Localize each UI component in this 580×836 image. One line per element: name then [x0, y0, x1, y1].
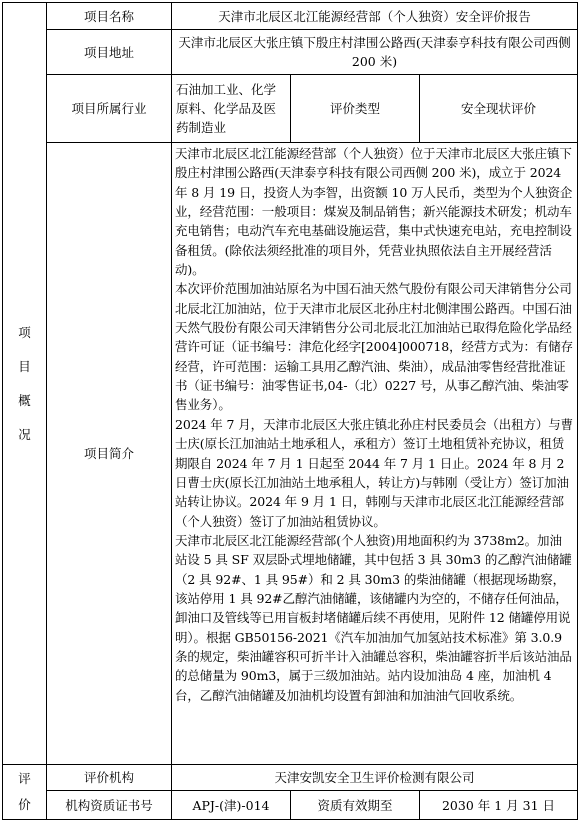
project-name-value: 天津市北辰区北江能源经营部（个人独资）安全评价报告: [172, 3, 578, 30]
row-industry: [3, 75, 578, 143]
industry-value: 石油加工业、化学原料、化学品及医药制造业: [172, 75, 291, 143]
validity-label: 资质有效期至: [291, 791, 420, 820]
industry-label: 项目所属行业: [47, 75, 172, 143]
overview-char-4: 况: [18, 426, 31, 442]
intro-paragraph-1: 天津市北辰区北江能源经营部（个人独资）位于天津市北辰区大张庄镇下殷庄村津围公路西(天津泰亨科技有限公司西侧 200 米)，成立于 2024 年 8 月 19 日，投资人为李智，出资额 10 万人民币，类型为个人独资企业，经营范围：一般项目：煤炭及制品销售；新兴能源技术研发；机动车充电销售；电动汽车充电基础设施运营，集中式快速充电站，充电控制设备租赁。(除依法须经批准的项目外，凭营业执照依法自主开展经营活动)。: [175, 146, 573, 278]
row-intro: [3, 143, 578, 765]
overview-side-label: [3, 3, 47, 765]
eval-org-value: 天津安凯安全卫生评价检测有限公司: [172, 765, 578, 791]
cert-label: 机构资质证书号: [47, 791, 172, 820]
row-project-address: [3, 30, 578, 75]
overview-char-3: 概: [18, 392, 31, 408]
row-project-name: [3, 3, 578, 30]
project-name-label: 项目名称: [47, 3, 172, 30]
eval-org-label: 评价机构: [47, 765, 172, 791]
cert-value: APJ-(津)-014: [172, 791, 291, 820]
project-address-value: 天津市北辰区大张庄镇下殷庄村津围公路西(天津泰亨科技有限公司西侧 200 米): [172, 30, 578, 75]
intro-paragraph-4: 天津市北辰区北江能源经营部(个人独资)用地面积约为 3738m2。加油站设 5 具 SF 双层卧式埋地储罐，其中包括 3 具 30m3 的乙醇汽油储罐（2 具 92#、1 具 95#）和 2 具 30m3 的柴油储罐（根据现场勘察，该站停用 1 具 92#乙醇汽油储罐，该储罐内为空的，不储存任何油品，卸油口及管线等已用盲板封堵储罐后续不再使用，见附件 12 储罐停用说明）。根据 GB50156-2021《汽车加油加气加氢站技术标准》第 3.0.9 条的规定，柴油罐容积可折半计入油罐总容积，柴油罐容折半后该站油品的总储量为 90m3，属于三级加油站。站内设加油岛 4 座，加油机 4 台，乙醇汽油储罐及加油机均设置有卸油和加油油气回收系统。: [175, 532, 572, 703]
evaluation-char-2: 价: [18, 797, 31, 812]
eval-type-value: 安全现状评价: [420, 75, 578, 143]
validity-value: 2030 年 1 月 31 日: [420, 791, 578, 820]
overview-char-1: 项: [18, 324, 31, 340]
eval-type-label: 评价类型: [291, 75, 420, 143]
project-info-table: [2, 2, 578, 820]
row-eval-org: [3, 765, 578, 791]
overview-char-2: 目: [18, 358, 31, 374]
evaluation-side-label: [3, 765, 47, 820]
row-cert: [3, 791, 578, 820]
intro-label: 项目简介: [47, 143, 172, 765]
evaluation-char-1: 评: [18, 771, 31, 786]
intro-body: [172, 143, 578, 765]
intro-paragraph-3: 2024 年 7 月，天津市北辰区大张庄镇北孙庄村民委员会（出租方）与曹士庆(原长江加油站土地承租人，承租方）签订土地租赁补充协议，租赁期限自 2024 年 7 月 1 日起至 2044 年 7 月 1 日止。2024 年 8 月 2 日曹士庆(原长江加油站土地承租人，转让方)与韩刚（受让方）签订加油站转让协议。2024 年 9 月 1 日，韩刚与天津市北辰区北江能源经营部（个人独资）签订了加油站租赁协议。: [175, 416, 574, 529]
project-address-label: 项目地址: [47, 30, 172, 75]
intro-paragraph-2: 本次评价范围加油站原名为中国石油天然气股份有限公司天津销售分公司北辰北江加油站，位于天津市北辰区北孙庄村北侧津围公路西。中国石油天然气股份有限公司天津销售分公司北辰北江加油站已取得危险化学品经营许可证（证书编号：津危化经字[2004]000718，经营方式为：有储存经营，许可范围：运输工具用乙醇汽油、柴油），成品油零售经营批准证书（证书编号：油零售证书,04-（北）0227 号，从事乙醇汽油、柴油零售业务）。: [175, 281, 574, 413]
